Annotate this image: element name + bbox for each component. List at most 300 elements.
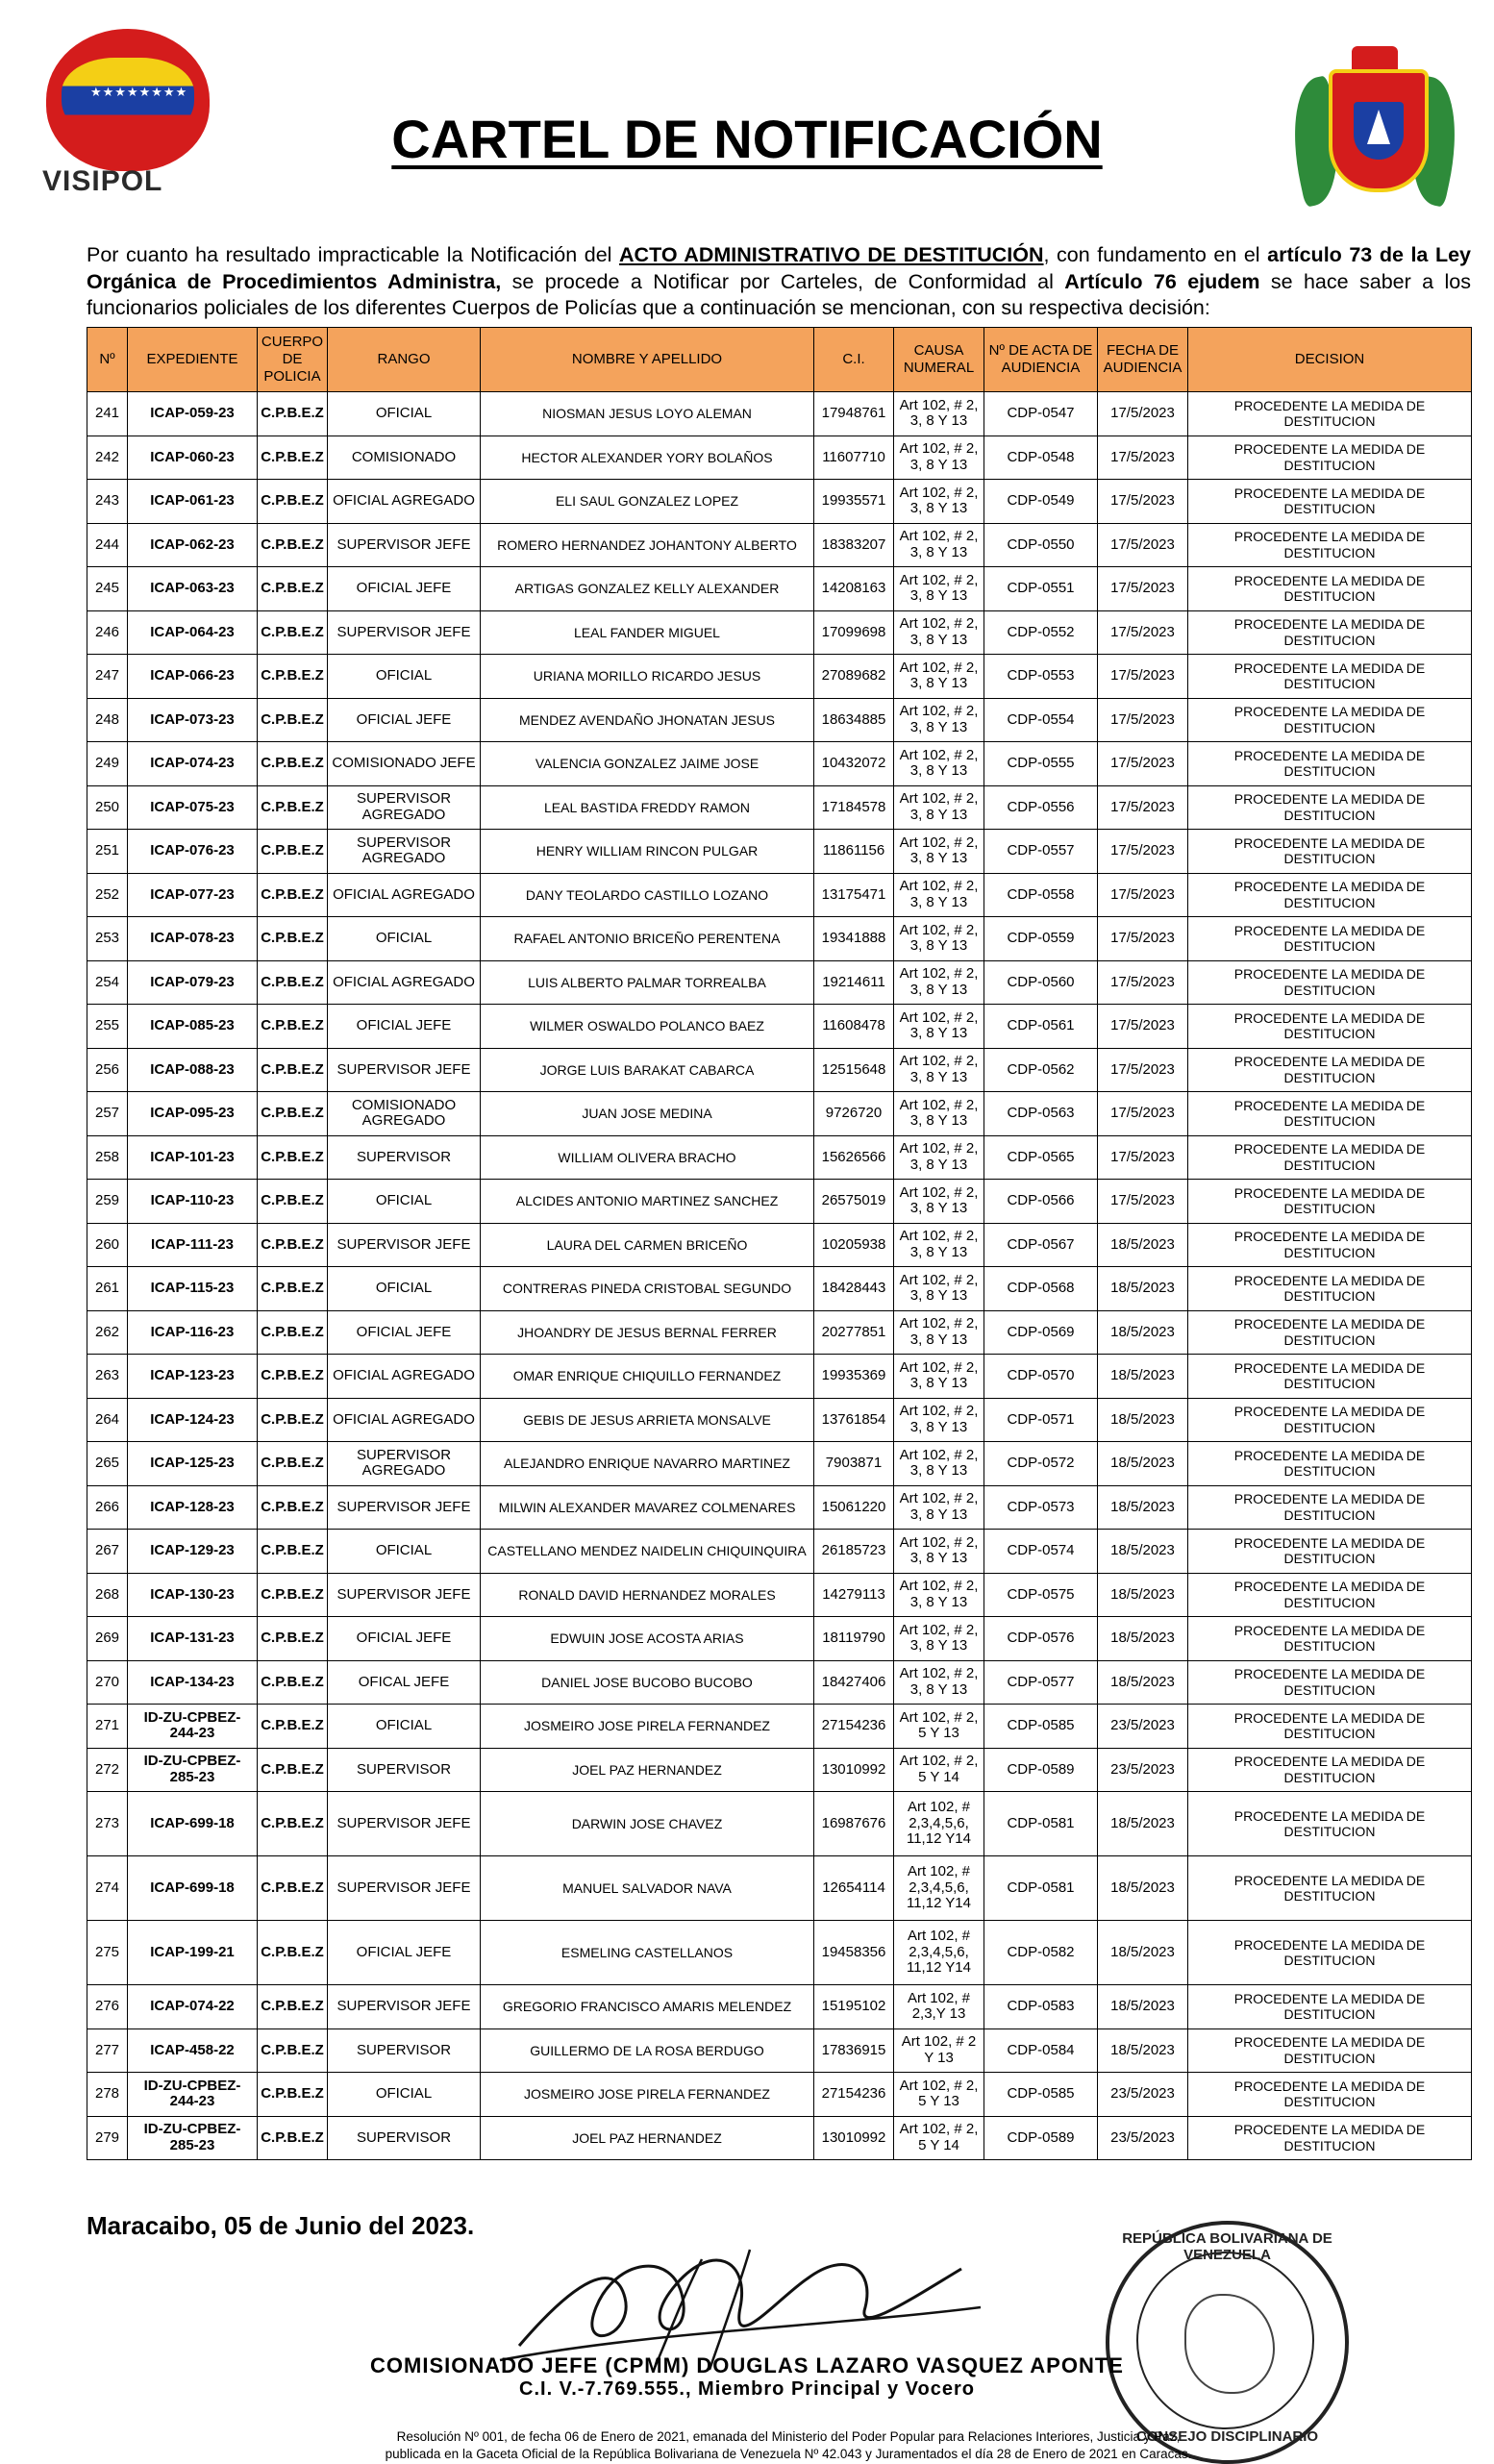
table-cell: SUPERVISOR JEFE bbox=[328, 1792, 481, 1856]
table-cell: LEAL FANDER MIGUEL bbox=[481, 610, 814, 655]
table-row bbox=[87, 698, 1472, 742]
table-cell: C.P.B.E.Z bbox=[258, 1856, 328, 1921]
table-cell: Art 102, # 2, 5 Y 13 bbox=[894, 2073, 984, 2117]
table-cell: HECTOR ALEXANDER YORY BOLAÑOS bbox=[481, 436, 814, 480]
table-row bbox=[87, 1921, 1472, 1985]
table-cell: CDP-0571 bbox=[984, 1398, 1098, 1442]
table-row bbox=[87, 2116, 1472, 2160]
table-cell: ICAP-134-23 bbox=[128, 1660, 258, 1705]
table-row bbox=[87, 436, 1472, 480]
table-cell: Art 102, # 2, 3, 8 Y 13 bbox=[894, 480, 984, 524]
table-cell: SUPERVISOR JEFE bbox=[328, 523, 481, 567]
table-cell: 17/5/2023 bbox=[1098, 610, 1188, 655]
table-row bbox=[87, 1092, 1472, 1136]
table-cell: Art 102, # 2, 3, 8 Y 13 bbox=[894, 1267, 984, 1311]
table-cell: 277 bbox=[87, 2028, 128, 2073]
table-cell: 13761854 bbox=[814, 1398, 894, 1442]
table-cell: OFICIAL AGREGADO bbox=[328, 480, 481, 524]
table-cell: ELI SAUL GONZALEZ LOPEZ bbox=[481, 480, 814, 524]
table-cell: OFICIAL JEFE bbox=[328, 1005, 481, 1049]
table-row bbox=[87, 655, 1472, 699]
table-cell: 17099698 bbox=[814, 610, 894, 655]
table-cell: ID-ZU-CPBEZ-244-23 bbox=[128, 1705, 258, 1749]
table-row bbox=[87, 1442, 1472, 1486]
table-cell: Art 102, # 2, 3, 8 Y 13 bbox=[894, 523, 984, 567]
table-cell: OFICIAL bbox=[328, 1705, 481, 1749]
table-row bbox=[87, 2028, 1472, 2073]
table-cell: ICAP-066-23 bbox=[128, 655, 258, 699]
table-cell: CDP-0568 bbox=[984, 1267, 1098, 1311]
table-cell: 11607710 bbox=[814, 436, 894, 480]
table-cell: WILMER OSWALDO POLANCO BAEZ bbox=[481, 1005, 814, 1049]
table-cell: ICAP-699-18 bbox=[128, 1856, 258, 1921]
table-cell: Art 102, # 2, 5 Y 13 bbox=[894, 1705, 984, 1749]
intro-paragraph bbox=[87, 242, 1471, 322]
table-cell: 252 bbox=[87, 873, 128, 917]
table-cell: Art 102, # 2, 3, 8 Y 13 bbox=[894, 1135, 984, 1180]
table-cell: PROCEDENTE LA MEDIDA DE DESTITUCION bbox=[1188, 1048, 1472, 1092]
table-row bbox=[87, 1485, 1472, 1530]
table-cell: ICAP-085-23 bbox=[128, 1005, 258, 1049]
table-cell: HENRY WILLIAM RINCON PULGAR bbox=[481, 830, 814, 874]
table-cell: PROCEDENTE LA MEDIDA DE DESTITUCION bbox=[1188, 785, 1472, 830]
table-cell: SUPERVISOR AGREGADO bbox=[328, 1442, 481, 1486]
table-cell: 23/5/2023 bbox=[1098, 2073, 1188, 2117]
table-cell: 244 bbox=[87, 523, 128, 567]
table-cell: 275 bbox=[87, 1921, 128, 1985]
table-cell: 18383207 bbox=[814, 523, 894, 567]
table-cell: 263 bbox=[87, 1355, 128, 1399]
table-cell: 261 bbox=[87, 1267, 128, 1311]
table-cell: C.P.B.E.Z bbox=[258, 1048, 328, 1092]
table-cell: 19935571 bbox=[814, 480, 894, 524]
table-cell: PROCEDENTE LA MEDIDA DE DESTITUCION bbox=[1188, 1705, 1472, 1749]
table-cell: 11608478 bbox=[814, 1005, 894, 1049]
table-cell: 16987676 bbox=[814, 1792, 894, 1856]
table-cell: LEAL BASTIDA FREDDY RAMON bbox=[481, 785, 814, 830]
table-cell: PROCEDENTE LA MEDIDA DE DESTITUCION bbox=[1188, 1355, 1472, 1399]
table-cell: 17/5/2023 bbox=[1098, 567, 1188, 611]
intro-art76: Artículo 76 ejudem bbox=[1064, 269, 1260, 293]
table-cell: 23/5/2023 bbox=[1098, 1748, 1188, 1792]
table-cell: Art 102, # 2, 3, 8 Y 13 bbox=[894, 1573, 984, 1617]
table-cell: SUPERVISOR JEFE bbox=[328, 1573, 481, 1617]
table-cell: SUPERVISOR AGREGADO bbox=[328, 785, 481, 830]
table-cell: Art 102, # 2, 3, 8 Y 13 bbox=[894, 1398, 984, 1442]
table-cell: JOEL PAZ HERNANDEZ bbox=[481, 2116, 814, 2160]
table-cell: PROCEDENTE LA MEDIDA DE DESTITUCION bbox=[1188, 655, 1472, 699]
column-header: CUERPO DE POLICIA bbox=[258, 328, 328, 392]
table-row bbox=[87, 1180, 1472, 1224]
intro-text-2: , con fundamento en el bbox=[1043, 243, 1268, 266]
table-cell: ICAP-116-23 bbox=[128, 1310, 258, 1355]
table-row bbox=[87, 830, 1472, 874]
table-cell: 18/5/2023 bbox=[1098, 1267, 1188, 1311]
table-cell: ICAP-130-23 bbox=[128, 1573, 258, 1617]
table-cell: LUIS ALBERTO PALMAR TORREALBA bbox=[481, 960, 814, 1005]
table-cell: Art 102, # 2 Y 13 bbox=[894, 2028, 984, 2073]
table-cell: C.P.B.E.Z bbox=[258, 2116, 328, 2160]
table-cell: 259 bbox=[87, 1180, 128, 1224]
table-cell: NIOSMAN JESUS LOYO ALEMAN bbox=[481, 392, 814, 436]
table-cell: PROCEDENTE LA MEDIDA DE DESTITUCION bbox=[1188, 1792, 1472, 1856]
page-title-text: CARTEL DE NOTIFICACIÓN bbox=[391, 109, 1103, 169]
table-cell: PROCEDENTE LA MEDIDA DE DESTITUCION bbox=[1188, 873, 1472, 917]
table-cell: 12515648 bbox=[814, 1048, 894, 1092]
table-cell: 26185723 bbox=[814, 1530, 894, 1574]
table-cell: 13175471 bbox=[814, 873, 894, 917]
table-cell: SUPERVISOR JEFE bbox=[328, 1048, 481, 1092]
table-cell: CDP-0581 bbox=[984, 1792, 1098, 1856]
table-cell: 14208163 bbox=[814, 567, 894, 611]
table-cell: C.P.B.E.Z bbox=[258, 2073, 328, 2117]
table-row bbox=[87, 610, 1472, 655]
table-cell: 243 bbox=[87, 480, 128, 524]
table-cell: CDP-0565 bbox=[984, 1135, 1098, 1180]
table-cell: 18/5/2023 bbox=[1098, 1792, 1188, 1856]
table-cell: CDP-0555 bbox=[984, 742, 1098, 786]
table-cell: OFICIAL bbox=[328, 1267, 481, 1311]
table-cell: C.P.B.E.Z bbox=[258, 1573, 328, 1617]
table-cell: COMISIONADO bbox=[328, 436, 481, 480]
table-cell: 13010992 bbox=[814, 1748, 894, 1792]
table-cell: 17/5/2023 bbox=[1098, 1092, 1188, 1136]
table-cell: ICAP-088-23 bbox=[128, 1048, 258, 1092]
table-cell: 15195102 bbox=[814, 1985, 894, 2029]
table-cell: 265 bbox=[87, 1442, 128, 1486]
table-cell: 20277851 bbox=[814, 1310, 894, 1355]
table-row bbox=[87, 1048, 1472, 1092]
column-header: Nº DE ACTA DE AUDIENCIA bbox=[984, 328, 1098, 392]
column-header: EXPEDIENTE bbox=[128, 328, 258, 392]
table-cell: 17836915 bbox=[814, 2028, 894, 2073]
table-cell: OFICIAL bbox=[328, 1530, 481, 1574]
table-cell: 17/5/2023 bbox=[1098, 785, 1188, 830]
table-cell: Art 102, # 2, 3, 8 Y 13 bbox=[894, 698, 984, 742]
signer-name: COMISIONADO JEFE (CPMM) DOUGLAS LAZARO VASQUEZ APONTE bbox=[370, 2353, 1124, 2377]
table-cell: PROCEDENTE LA MEDIDA DE DESTITUCION bbox=[1188, 1223, 1472, 1267]
table-cell: PROCEDENTE LA MEDIDA DE DESTITUCION bbox=[1188, 1398, 1472, 1442]
table-cell: ICAP-699-18 bbox=[128, 1792, 258, 1856]
table-cell: ICAP-063-23 bbox=[128, 567, 258, 611]
table-cell: Art 102, # 2, 3, 8 Y 13 bbox=[894, 610, 984, 655]
table-cell: ICAP-095-23 bbox=[128, 1092, 258, 1136]
column-header: CAUSA NUMERAL bbox=[894, 328, 984, 392]
table-cell: C.P.B.E.Z bbox=[258, 523, 328, 567]
table-cell: 249 bbox=[87, 742, 128, 786]
table-cell: PROCEDENTE LA MEDIDA DE DESTITUCION bbox=[1188, 1135, 1472, 1180]
table-cell: JOEL PAZ HERNANDEZ bbox=[481, 1748, 814, 1792]
table-row bbox=[87, 1355, 1472, 1399]
table-cell: ICAP-078-23 bbox=[128, 917, 258, 961]
table-cell: ICAP-075-23 bbox=[128, 785, 258, 830]
table-cell: PROCEDENTE LA MEDIDA DE DESTITUCION bbox=[1188, 1856, 1472, 1921]
table-cell: 267 bbox=[87, 1530, 128, 1574]
table-cell: CDP-0547 bbox=[984, 392, 1098, 436]
table-cell: 17/5/2023 bbox=[1098, 830, 1188, 874]
table-cell: 268 bbox=[87, 1573, 128, 1617]
table-cell: CDP-0548 bbox=[984, 436, 1098, 480]
column-header: NOMBRE Y APELLIDO bbox=[481, 328, 814, 392]
table-cell: 18/5/2023 bbox=[1098, 1573, 1188, 1617]
table-cell: ROMERO HERNANDEZ JOHANTONY ALBERTO bbox=[481, 523, 814, 567]
table-row bbox=[87, 960, 1472, 1005]
table-cell: ALEJANDRO ENRIQUE NAVARRO MARTINEZ bbox=[481, 1442, 814, 1486]
table-cell: CDP-0572 bbox=[984, 1442, 1098, 1486]
table-cell: C.P.B.E.Z bbox=[258, 480, 328, 524]
table-cell: 17/5/2023 bbox=[1098, 698, 1188, 742]
table-cell: C.P.B.E.Z bbox=[258, 1792, 328, 1856]
table-cell: C.P.B.E.Z bbox=[258, 873, 328, 917]
table-cell: ID-ZU-CPBEZ-285-23 bbox=[128, 1748, 258, 1792]
table-row bbox=[87, 2073, 1472, 2117]
table-cell: GEBIS DE JESUS ARRIETA MONSALVE bbox=[481, 1398, 814, 1442]
table-cell: PROCEDENTE LA MEDIDA DE DESTITUCION bbox=[1188, 1092, 1472, 1136]
table-cell: PROCEDENTE LA MEDIDA DE DESTITUCION bbox=[1188, 1005, 1472, 1049]
table-cell: ALCIDES ANTONIO MARTINEZ SANCHEZ bbox=[481, 1180, 814, 1224]
table-cell: 17/5/2023 bbox=[1098, 523, 1188, 567]
table-cell: 18119790 bbox=[814, 1617, 894, 1661]
table-cell: 266 bbox=[87, 1485, 128, 1530]
table-cell: 18/5/2023 bbox=[1098, 1921, 1188, 1985]
table-cell: CDP-0576 bbox=[984, 1617, 1098, 1661]
table-cell: 10432072 bbox=[814, 742, 894, 786]
table-cell: OFICIAL JEFE bbox=[328, 1310, 481, 1355]
table-row bbox=[87, 1573, 1472, 1617]
table-cell: C.P.B.E.Z bbox=[258, 1092, 328, 1136]
table-cell: Art 102, # 2, 3, 8 Y 13 bbox=[894, 1530, 984, 1574]
table-cell: 271 bbox=[87, 1705, 128, 1749]
table-cell: SUPERVISOR AGREGADO bbox=[328, 830, 481, 874]
table-cell: C.P.B.E.Z bbox=[258, 698, 328, 742]
resolution-line-1: Resolución Nº 001, de fecha 06 de Enero de 2021, emanada del Ministerio del Poder Popular para Relaciones Interiores, Justicia y Paz, bbox=[396, 2429, 1181, 2444]
table-cell: 17/5/2023 bbox=[1098, 655, 1188, 699]
table-cell: PROCEDENTE LA MEDIDA DE DESTITUCION bbox=[1188, 392, 1472, 436]
table-cell: CDP-0570 bbox=[984, 1355, 1098, 1399]
table-cell: 17184578 bbox=[814, 785, 894, 830]
table-cell: 278 bbox=[87, 2073, 128, 2117]
table-cell: ICAP-062-23 bbox=[128, 523, 258, 567]
table-cell: PROCEDENTE LA MEDIDA DE DESTITUCION bbox=[1188, 523, 1472, 567]
table-cell: PROCEDENTE LA MEDIDA DE DESTITUCION bbox=[1188, 1985, 1472, 2029]
table-cell: CDP-0589 bbox=[984, 1748, 1098, 1792]
table-cell: CDP-0569 bbox=[984, 1310, 1098, 1355]
table-cell: ARTIGAS GONZALEZ KELLY ALEXANDER bbox=[481, 567, 814, 611]
intro-act: ACTO ADMINISTRATIVO DE DESTITUCIÓN bbox=[619, 243, 1044, 266]
table-cell: PROCEDENTE LA MEDIDA DE DESTITUCION bbox=[1188, 1617, 1472, 1661]
table-cell: 18/5/2023 bbox=[1098, 1310, 1188, 1355]
table-cell: ICAP-074-23 bbox=[128, 742, 258, 786]
table-cell: PROCEDENTE LA MEDIDA DE DESTITUCION bbox=[1188, 480, 1472, 524]
table-cell: C.P.B.E.Z bbox=[258, 1748, 328, 1792]
table-cell: 17/5/2023 bbox=[1098, 742, 1188, 786]
table-cell: 27154236 bbox=[814, 2073, 894, 2117]
table-cell: PROCEDENTE LA MEDIDA DE DESTITUCION bbox=[1188, 1310, 1472, 1355]
table-row bbox=[87, 917, 1472, 961]
table-cell: PROCEDENTE LA MEDIDA DE DESTITUCION bbox=[1188, 1267, 1472, 1311]
table-cell: C.P.B.E.Z bbox=[258, 960, 328, 1005]
table-cell: 19935369 bbox=[814, 1355, 894, 1399]
table-cell: JUAN JOSE MEDINA bbox=[481, 1092, 814, 1136]
table-cell: C.P.B.E.Z bbox=[258, 830, 328, 874]
table-cell: 256 bbox=[87, 1048, 128, 1092]
table-cell: Art 102, # 2, 3, 8 Y 13 bbox=[894, 917, 984, 961]
table-cell: ICAP-128-23 bbox=[128, 1485, 258, 1530]
table-cell: ICAP-079-23 bbox=[128, 960, 258, 1005]
table-cell: 17/5/2023 bbox=[1098, 436, 1188, 480]
table-cell: ICAP-124-23 bbox=[128, 1398, 258, 1442]
table-row bbox=[87, 873, 1472, 917]
table-cell: 13010992 bbox=[814, 2116, 894, 2160]
table-cell: SUPERVISOR JEFE bbox=[328, 610, 481, 655]
table-cell: MENDEZ AVENDAÑO JHONATAN JESUS bbox=[481, 698, 814, 742]
table-cell: C.P.B.E.Z bbox=[258, 1355, 328, 1399]
table-cell: CDP-0585 bbox=[984, 1705, 1098, 1749]
table-cell: PROCEDENTE LA MEDIDA DE DESTITUCION bbox=[1188, 2028, 1472, 2073]
table-cell: PROCEDENTE LA MEDIDA DE DESTITUCION bbox=[1188, 2073, 1472, 2117]
table-cell: OMAR ENRIQUE CHIQUILLO FERNANDEZ bbox=[481, 1355, 814, 1399]
table-cell: OFICIAL JEFE bbox=[328, 1617, 481, 1661]
table-cell: PROCEDENTE LA MEDIDA DE DESTITUCION bbox=[1188, 960, 1472, 1005]
table-cell: ID-ZU-CPBEZ-285-23 bbox=[128, 2116, 258, 2160]
table-cell: 23/5/2023 bbox=[1098, 2116, 1188, 2160]
column-header: C.I. bbox=[814, 328, 894, 392]
table-row bbox=[87, 1856, 1472, 1921]
table-cell: C.P.B.E.Z bbox=[258, 1705, 328, 1749]
signer-id: C.I. V.-7.769.555., Miembro Principal y Vocero bbox=[519, 2378, 975, 2400]
table-cell: C.P.B.E.Z bbox=[258, 1180, 328, 1224]
table-cell: Art 102, # 2, 3, 8 Y 13 bbox=[894, 567, 984, 611]
table-cell: 23/5/2023 bbox=[1098, 1705, 1188, 1749]
table-cell: 255 bbox=[87, 1005, 128, 1049]
table-cell: 257 bbox=[87, 1092, 128, 1136]
table-cell: ICAP-073-23 bbox=[128, 698, 258, 742]
table-cell: 251 bbox=[87, 830, 128, 874]
table-cell: C.P.B.E.Z bbox=[258, 1398, 328, 1442]
table-cell: PROCEDENTE LA MEDIDA DE DESTITUCION bbox=[1188, 917, 1472, 961]
table-cell: CDP-0573 bbox=[984, 1485, 1098, 1530]
page-title bbox=[0, 108, 1494, 170]
table-row bbox=[87, 1267, 1472, 1311]
table-cell: PROCEDENTE LA MEDIDA DE DESTITUCION bbox=[1188, 1573, 1472, 1617]
table-cell: CDP-0554 bbox=[984, 698, 1098, 742]
table-cell: OFICIAL bbox=[328, 2073, 481, 2117]
table-cell: ICAP-458-22 bbox=[128, 2028, 258, 2073]
table-cell: OFICIAL AGREGADO bbox=[328, 960, 481, 1005]
table-cell: C.P.B.E.Z bbox=[258, 917, 328, 961]
table-cell: ID-ZU-CPBEZ-244-23 bbox=[128, 2073, 258, 2117]
table-cell: CDP-0585 bbox=[984, 2073, 1098, 2117]
table-cell: Art 102, # 2, 3, 8 Y 13 bbox=[894, 1005, 984, 1049]
table-cell: C.P.B.E.Z bbox=[258, 1442, 328, 1486]
table-cell: SUPERVISOR JEFE bbox=[328, 1223, 481, 1267]
notification-table bbox=[87, 327, 1472, 2160]
table-cell: Art 102, # 2, 3, 8 Y 13 bbox=[894, 1048, 984, 1092]
table-cell: CDP-0549 bbox=[984, 480, 1098, 524]
table-cell: C.P.B.E.Z bbox=[258, 392, 328, 436]
table-cell: PROCEDENTE LA MEDIDA DE DESTITUCION bbox=[1188, 1660, 1472, 1705]
table-cell: ESMELING CASTELLANOS bbox=[481, 1921, 814, 1985]
table-cell: CDP-0566 bbox=[984, 1180, 1098, 1224]
table-cell: Art 102, # 2, 3, 8 Y 13 bbox=[894, 1617, 984, 1661]
table-row bbox=[87, 1617, 1472, 1661]
seal-top-text: REPÚBLICA BOLIVARIANA DE VENEZUELA bbox=[1122, 2230, 1332, 2263]
table-cell: CDP-0574 bbox=[984, 1530, 1098, 1574]
table-cell: CDP-0559 bbox=[984, 917, 1098, 961]
table-cell: 260 bbox=[87, 1223, 128, 1267]
table-cell: JOSMEIRO JOSE PIRELA FERNANDEZ bbox=[481, 1705, 814, 1749]
table-cell: C.P.B.E.Z bbox=[258, 655, 328, 699]
table-cell: 18/5/2023 bbox=[1098, 1856, 1188, 1921]
table-cell: CDP-0581 bbox=[984, 1856, 1098, 1921]
table-cell: OFICIAL bbox=[328, 655, 481, 699]
table-cell: 253 bbox=[87, 917, 128, 961]
table-cell: C.P.B.E.Z bbox=[258, 567, 328, 611]
table-cell: SUPERVISOR bbox=[328, 1135, 481, 1180]
table-cell: 242 bbox=[87, 436, 128, 480]
table-cell: JORGE LUIS BARAKAT CABARCA bbox=[481, 1048, 814, 1092]
table-cell: RAFAEL ANTONIO BRICEÑO PERENTENA bbox=[481, 917, 814, 961]
table-cell: ICAP-125-23 bbox=[128, 1442, 258, 1486]
table-cell: PROCEDENTE LA MEDIDA DE DESTITUCION bbox=[1188, 2116, 1472, 2160]
table-cell: Art 102, # 2, 3, 8 Y 13 bbox=[894, 742, 984, 786]
table-cell: Art 102, # 2, 3, 8 Y 13 bbox=[894, 785, 984, 830]
table-cell: 245 bbox=[87, 567, 128, 611]
table-cell: C.P.B.E.Z bbox=[258, 742, 328, 786]
table-cell: 274 bbox=[87, 1856, 128, 1921]
table-cell: Art 102, # 2, 3, 8 Y 13 bbox=[894, 1092, 984, 1136]
table-cell: COMISIONADO AGREGADO bbox=[328, 1092, 481, 1136]
table-cell: 18/5/2023 bbox=[1098, 1223, 1188, 1267]
table-cell: ICAP-111-23 bbox=[128, 1223, 258, 1267]
table-cell: 17/5/2023 bbox=[1098, 917, 1188, 961]
table-cell: Art 102, # 2, 3, 8 Y 13 bbox=[894, 960, 984, 1005]
table-cell: OFICIAL AGREGADO bbox=[328, 1398, 481, 1442]
table-cell: CDP-0583 bbox=[984, 1985, 1098, 2029]
table-cell: CDP-0551 bbox=[984, 567, 1098, 611]
table-cell: C.P.B.E.Z bbox=[258, 1921, 328, 1985]
table-cell: 17/5/2023 bbox=[1098, 1048, 1188, 1092]
table-cell: LAURA DEL CARMEN BRICEÑO bbox=[481, 1223, 814, 1267]
table-cell: 269 bbox=[87, 1617, 128, 1661]
resolution-line-2: publicada en la Gaceta Oficial de la República Bolivariana de Venezuela Nº 42.043 y Juramentados el día 28 de Enero de 2021 en Caracas. bbox=[385, 2447, 1192, 2461]
table-cell: CDP-0563 bbox=[984, 1092, 1098, 1136]
column-header: RANGO bbox=[328, 328, 481, 392]
table-cell: 18427406 bbox=[814, 1660, 894, 1705]
table-cell: 15626566 bbox=[814, 1135, 894, 1180]
table-cell: ICAP-064-23 bbox=[128, 610, 258, 655]
table-cell: PROCEDENTE LA MEDIDA DE DESTITUCION bbox=[1188, 610, 1472, 655]
table-cell: CDP-0552 bbox=[984, 610, 1098, 655]
table-cell: SUPERVISOR bbox=[328, 2028, 481, 2073]
table-cell: Art 102, # 2, 3, 8 Y 13 bbox=[894, 1660, 984, 1705]
table-cell: 279 bbox=[87, 2116, 128, 2160]
table-cell: CDP-0550 bbox=[984, 523, 1098, 567]
table-cell: 17/5/2023 bbox=[1098, 480, 1188, 524]
table-cell: SUPERVISOR bbox=[328, 1748, 481, 1792]
table-cell: 11861156 bbox=[814, 830, 894, 874]
table-cell: 272 bbox=[87, 1748, 128, 1792]
table-cell: CASTELLANO MENDEZ NAIDELIN CHIQUINQUIRA bbox=[481, 1530, 814, 1574]
table-cell: MILWIN ALEXANDER MAVAREZ COLMENARES bbox=[481, 1485, 814, 1530]
table-row bbox=[87, 480, 1472, 524]
table-cell: SUPERVISOR bbox=[328, 2116, 481, 2160]
table-cell: 19458356 bbox=[814, 1921, 894, 1985]
table-cell: 246 bbox=[87, 610, 128, 655]
table-cell: 17/5/2023 bbox=[1098, 960, 1188, 1005]
seal-bottom-text: CONSEJO DISCIPLINARIO bbox=[1135, 2428, 1319, 2445]
table-cell: C.P.B.E.Z bbox=[258, 785, 328, 830]
